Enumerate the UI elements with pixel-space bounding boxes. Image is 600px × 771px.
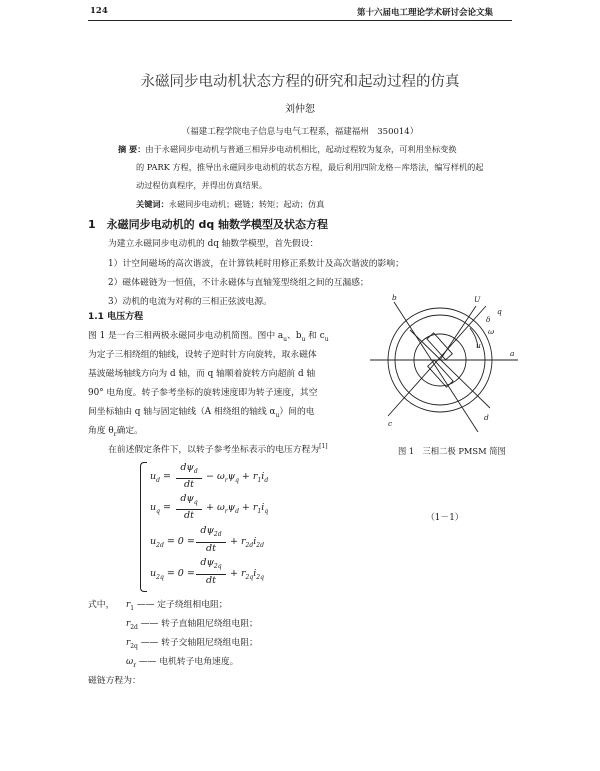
assumption-2: 2）磁体磁链为一恒值，不计永磁体与直轴笼型绕组之间的互漏感；	[108, 278, 369, 288]
abstract-line-2: 的 PARK 方程，推导出永磁同步电动机的状态方程，最后利用四阶龙格－库塔法，编写样机的起	[136, 162, 484, 172]
eq1-num: $d\psi_d$	[180, 462, 198, 475]
label-q: q	[497, 307, 502, 316]
label-delta: δ	[486, 315, 491, 324]
para-line-5-text: 间坐标轴由 q 轴与固定轴线（A 相绕组的轴线 α	[88, 407, 276, 417]
para-line-5: 间坐标轴由 q 轴与固定轴线（A 相绕组的轴线 $\alpha_u$）间的电	[88, 407, 315, 419]
flux-equation-intro: 磁链方程为：	[88, 676, 141, 686]
keywords-label: 关键词：	[136, 199, 169, 209]
where-item-4: $\omega_r$ —— 电机转子电角速度。	[126, 657, 239, 669]
eq2-lhs: $u_q$ =	[150, 502, 171, 515]
keywords-text: 永磁同步电动机；磁链；转矩；起动；仿真	[168, 199, 325, 209]
section-intro: 为建立永磁同步电动机的 dq 轴数学模型，首先假设：	[108, 239, 319, 249]
para-line-7	[108, 442, 328, 455]
abstract-line-3: 动过程仿真程序，并得出仿真结果。	[136, 180, 268, 190]
para-line-1-c: 和 c	[305, 331, 325, 341]
rotor-magnet	[427, 333, 452, 360]
eq3-den: dt	[206, 543, 216, 554]
eq1-rhs: − $\omega_r\psi_q + r_1i_d$	[206, 471, 269, 484]
eq1-lhs: $u_d$ =	[150, 471, 171, 484]
eq2-num: $d\psi_q$	[180, 493, 198, 506]
where-label: 式中，	[88, 600, 115, 610]
para-line-7-text: 在前述假定条件下，以转子参考坐标表示的电压方程为	[108, 445, 320, 455]
label-b: b	[392, 293, 397, 302]
subsection-heading: 1.1 电压方程	[88, 312, 144, 322]
section-heading: 1 永磁同步电动机的 dq 轴数学模型及状态方程	[88, 218, 329, 231]
figure-caption: 图 1 三相二极 PMSM 简图	[398, 446, 506, 456]
label-omega: ω	[488, 327, 495, 336]
para-line-1-b: 、b	[287, 331, 302, 341]
eq3-num: $d\psi_{2d}$	[200, 525, 222, 538]
header-rule	[88, 20, 512, 21]
para-line-5-tail: ）间的电	[279, 407, 315, 417]
affiliation: （福建工程学院电子信息与电气工程系，福建福州 350014）	[181, 127, 419, 137]
equation-number: （1－1）	[426, 513, 464, 523]
assumption-1: 1）计空间磁场的高次谐波，在计算铁耗时用修正系数计及高次谐波的影响；	[108, 259, 404, 269]
para-line-6-text: 角度 θ	[88, 426, 114, 436]
journal-title: 第十六届电工理论学术研讨会论文集	[357, 8, 494, 18]
eq2-rhs: + $\omega_r\psi_d + r_1i_q$	[206, 502, 269, 515]
label-us: u	[476, 341, 481, 350]
para-line-6: 角度 $\theta_r$确定。	[88, 426, 143, 438]
para-line-4: 90° 电角度。转子参考坐标的旋转速度即为转子速度，其空	[88, 388, 318, 398]
page-number: 124	[90, 6, 108, 16]
keywords	[136, 195, 324, 213]
axis-c	[388, 306, 486, 416]
para-line-2: 为定子三相绕组的轴线，设转子逆时针方向旋转，取永磁体	[88, 350, 317, 360]
eq1-den: dt	[184, 479, 194, 490]
abstract-text-1: 由于永磁同步电动机与普通三相异步电动机相比，起动过程较为复杂，可利用坐标变换	[145, 144, 457, 154]
para-line-3: 基波磁场轴线方向为 d 轴，而 q 轴顺着旋转方向超前 d 轴	[88, 369, 316, 379]
eq4-lhs: $u_{2q} = 0$ =	[150, 568, 195, 581]
eq4-num: $d\psi_{2q}$	[200, 557, 222, 570]
where-item-1: $r_1$ —— 定子绕组相电阻；	[126, 600, 228, 612]
label-a: a	[510, 349, 515, 358]
reference-marker: [1]	[319, 443, 328, 451]
assumption-3: 3）动机的电流为对称的三相正弦波电源。	[108, 297, 272, 307]
para-line-1-text: 图 1 是一台三相两极永磁同步电动机简图。图中 a	[88, 331, 284, 341]
label-U: U	[474, 295, 481, 304]
eq3-rhs: + $r_{2d}i_{2d}$	[230, 536, 264, 549]
eq4-den: dt	[206, 575, 216, 586]
para-line-1: 图 1 是一台三相两极永磁同步电动机简图。图中 $a_u$、$b_u$ 和 $c_u$	[88, 331, 329, 343]
eq4-rhs: + $r_{2q}i_{2q}$	[230, 568, 264, 581]
label-c: c	[388, 419, 393, 428]
where-item-3: $r_{2q}$ —— 转子交轴阻尼绕组电阻；	[126, 638, 258, 650]
abstract-label: 摘 要：	[118, 144, 146, 154]
paper-title: 永磁同步电动机状态方程的研究和起动过程的仿真	[140, 74, 460, 90]
where-item-2: $r_{2d}$ —— 转子直轴阻尼绕组电阻；	[126, 619, 258, 631]
eq3-lhs: $u_{2d} = 0$ =	[150, 536, 195, 549]
para-line-6-tail: 确定。	[116, 426, 143, 436]
abstract-line-1	[118, 140, 457, 158]
vector-u	[440, 306, 476, 360]
label-d: d	[484, 413, 489, 422]
pmsm-diagram	[360, 290, 520, 440]
equation-brace	[140, 462, 147, 592]
author: 刘仲恕	[285, 104, 315, 115]
eq2-den: dt	[184, 510, 194, 521]
